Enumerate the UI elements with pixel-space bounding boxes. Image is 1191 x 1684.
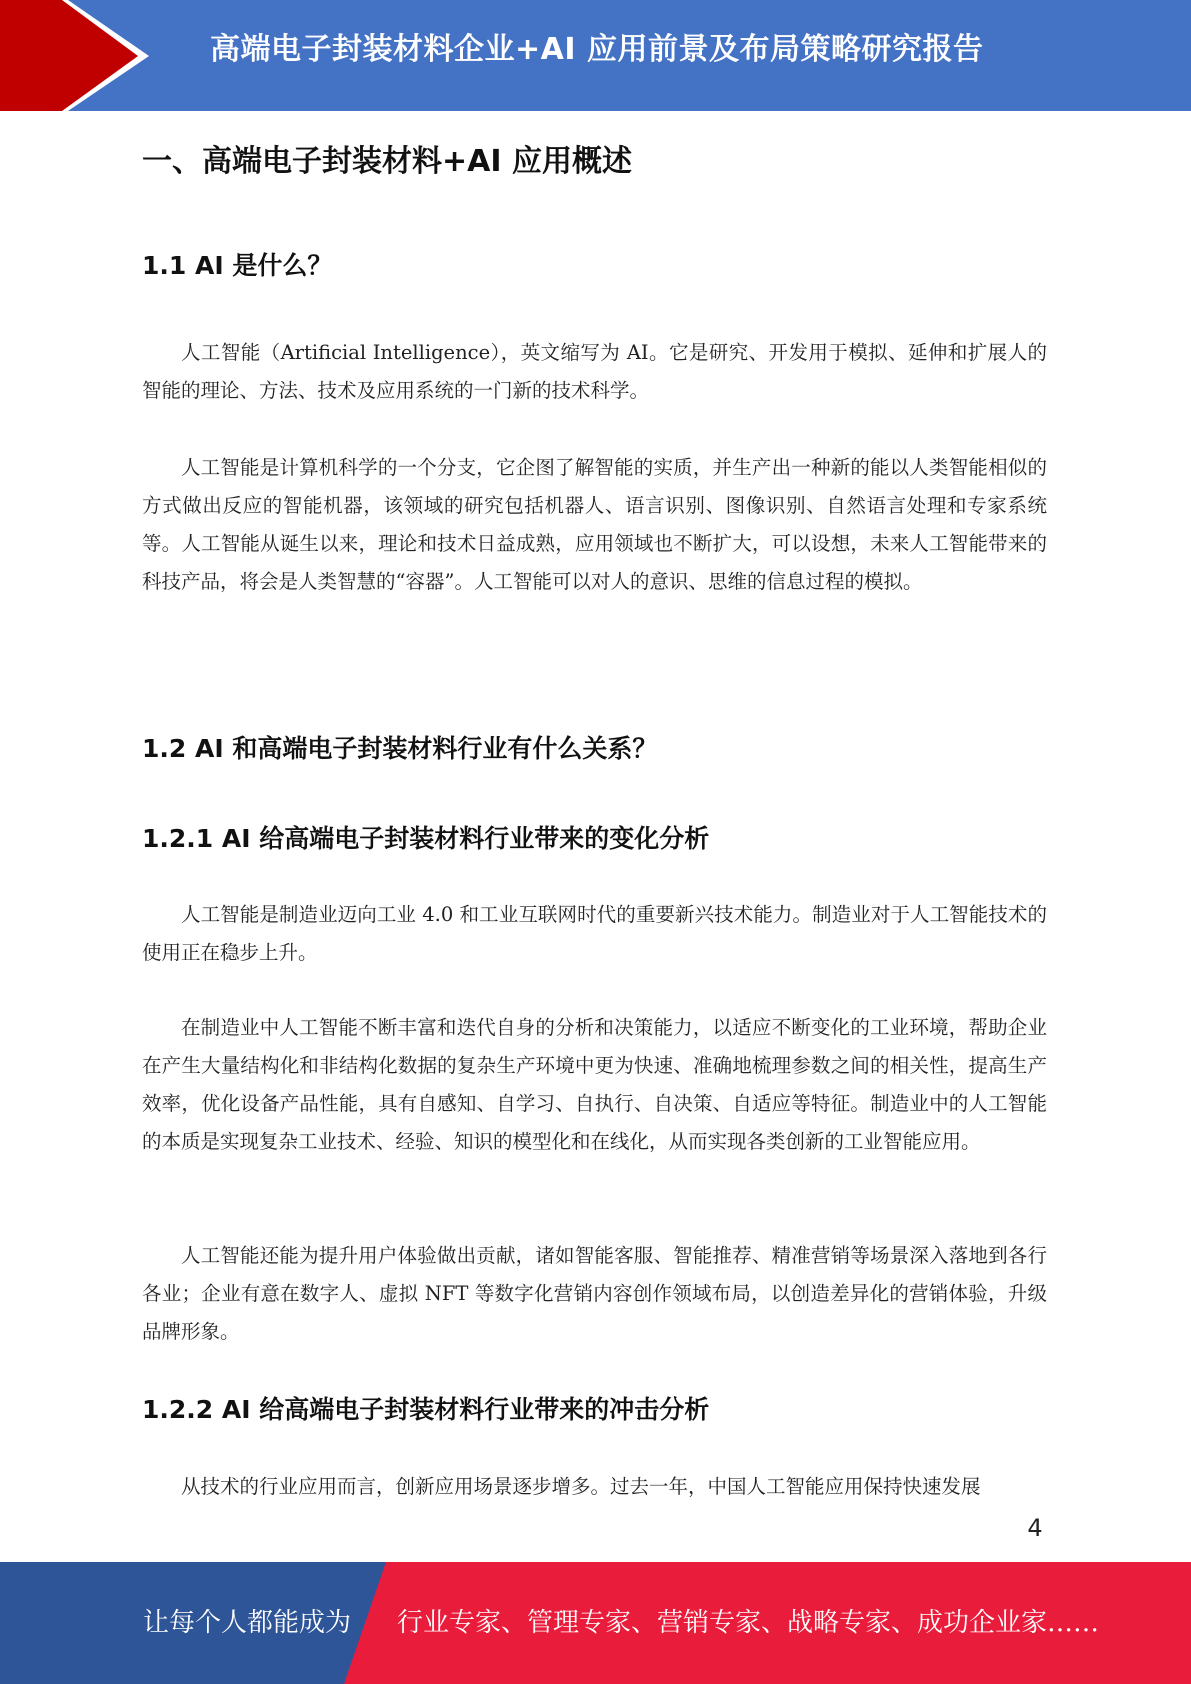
paragraph: 从技术的行业应用而言，创新应用场景逐步增多。过去一年，中国人工智能应用保持快速发展: [181, 1475, 981, 1498]
paragraph: 人工智能是制造业迈向工业 4.0 和工业互联网时代的重要新兴技术能力。制造业对于人工智能技术的使用正在稳步上升。: [142, 903, 1047, 964]
footer-band: [0, 1562, 1191, 1684]
heading-1-2-2: 1.2.2 AI 给高端电子封装材料行业带来的冲击分析: [142, 1395, 710, 1424]
heading-1-1: 1.1 AI 是什么？: [142, 251, 333, 280]
heading-1-2: 1.2 AI 和高端电子封装材料行业有什么关系？: [142, 734, 658, 763]
heading-1-2-1: 1.2.1 AI 给高端电子封装材料行业带来的变化分析: [142, 824, 710, 853]
header-arrow-icon: [0, 0, 170, 111]
paragraph: 人工智能（Artificial Intelligence），英文缩写为 AI。它是研究、开发用于模拟、延伸和扩展人的智能的理论、方法、技术及应用系统的一门新的技术科学。: [142, 341, 1047, 402]
section-title: 一、高端电子封装材料+AI 应用概述: [142, 144, 632, 179]
paragraph: 人工智能是计算机科学的一个分支，它企图了解智能的实质，并生产出一种新的能以人类智能相似的方式做出反应的智能机器，该领域的研究包括机器人、语言识别、图像识别、自然语言处理和专家系统等。人工智能从诞生以来，理论和技术日益成熟，应用领域也不断扩大，可以设想，未来人工智能带来的科技产品，将会是人类智慧的“容器”。人工智能可以对人的意识、思维的信息过程的模拟。: [142, 456, 1047, 593]
paragraph: 在制造业中人工智能不断丰富和迭代自身的分析和决策能力，以适应不断变化的工业环境，帮助企业在产生大量结构化和非结构化数据的复杂生产环境中更为快速、准确地梳理参数之间的相关性，提高生产效率，优化设备产品性能，具有自感知、自学习、自执行、自决策、自适应等特征。制造业中的人工智能的本质是实现复杂工业技术、经验、知识的模型化和在线化，从而实现各类创新的工业智能应用。: [142, 1016, 1047, 1153]
paragraph: 人工智能还能为提升用户体验做出贡献，诸如智能客服、智能推荐、精准营销等场景深入落地到各行各业；企业有意在数字人、虚拟 NFT 等数字化营销内容创作领域布局，以创造差异化的营销体验，升级品牌形象。: [142, 1244, 1047, 1343]
page-number: 4: [1027, 1514, 1043, 1542]
header-banner: [0, 0, 1191, 111]
document-title: 高端电子封装材料企业+AI 应用前景及布局策略研究报告: [210, 32, 984, 67]
footer-slogan-left: 让每个人都能成为: [143, 1608, 352, 1638]
footer-slogan-right: 行业专家、管理专家、营销专家、战略专家、成功企业家……: [397, 1608, 1100, 1638]
